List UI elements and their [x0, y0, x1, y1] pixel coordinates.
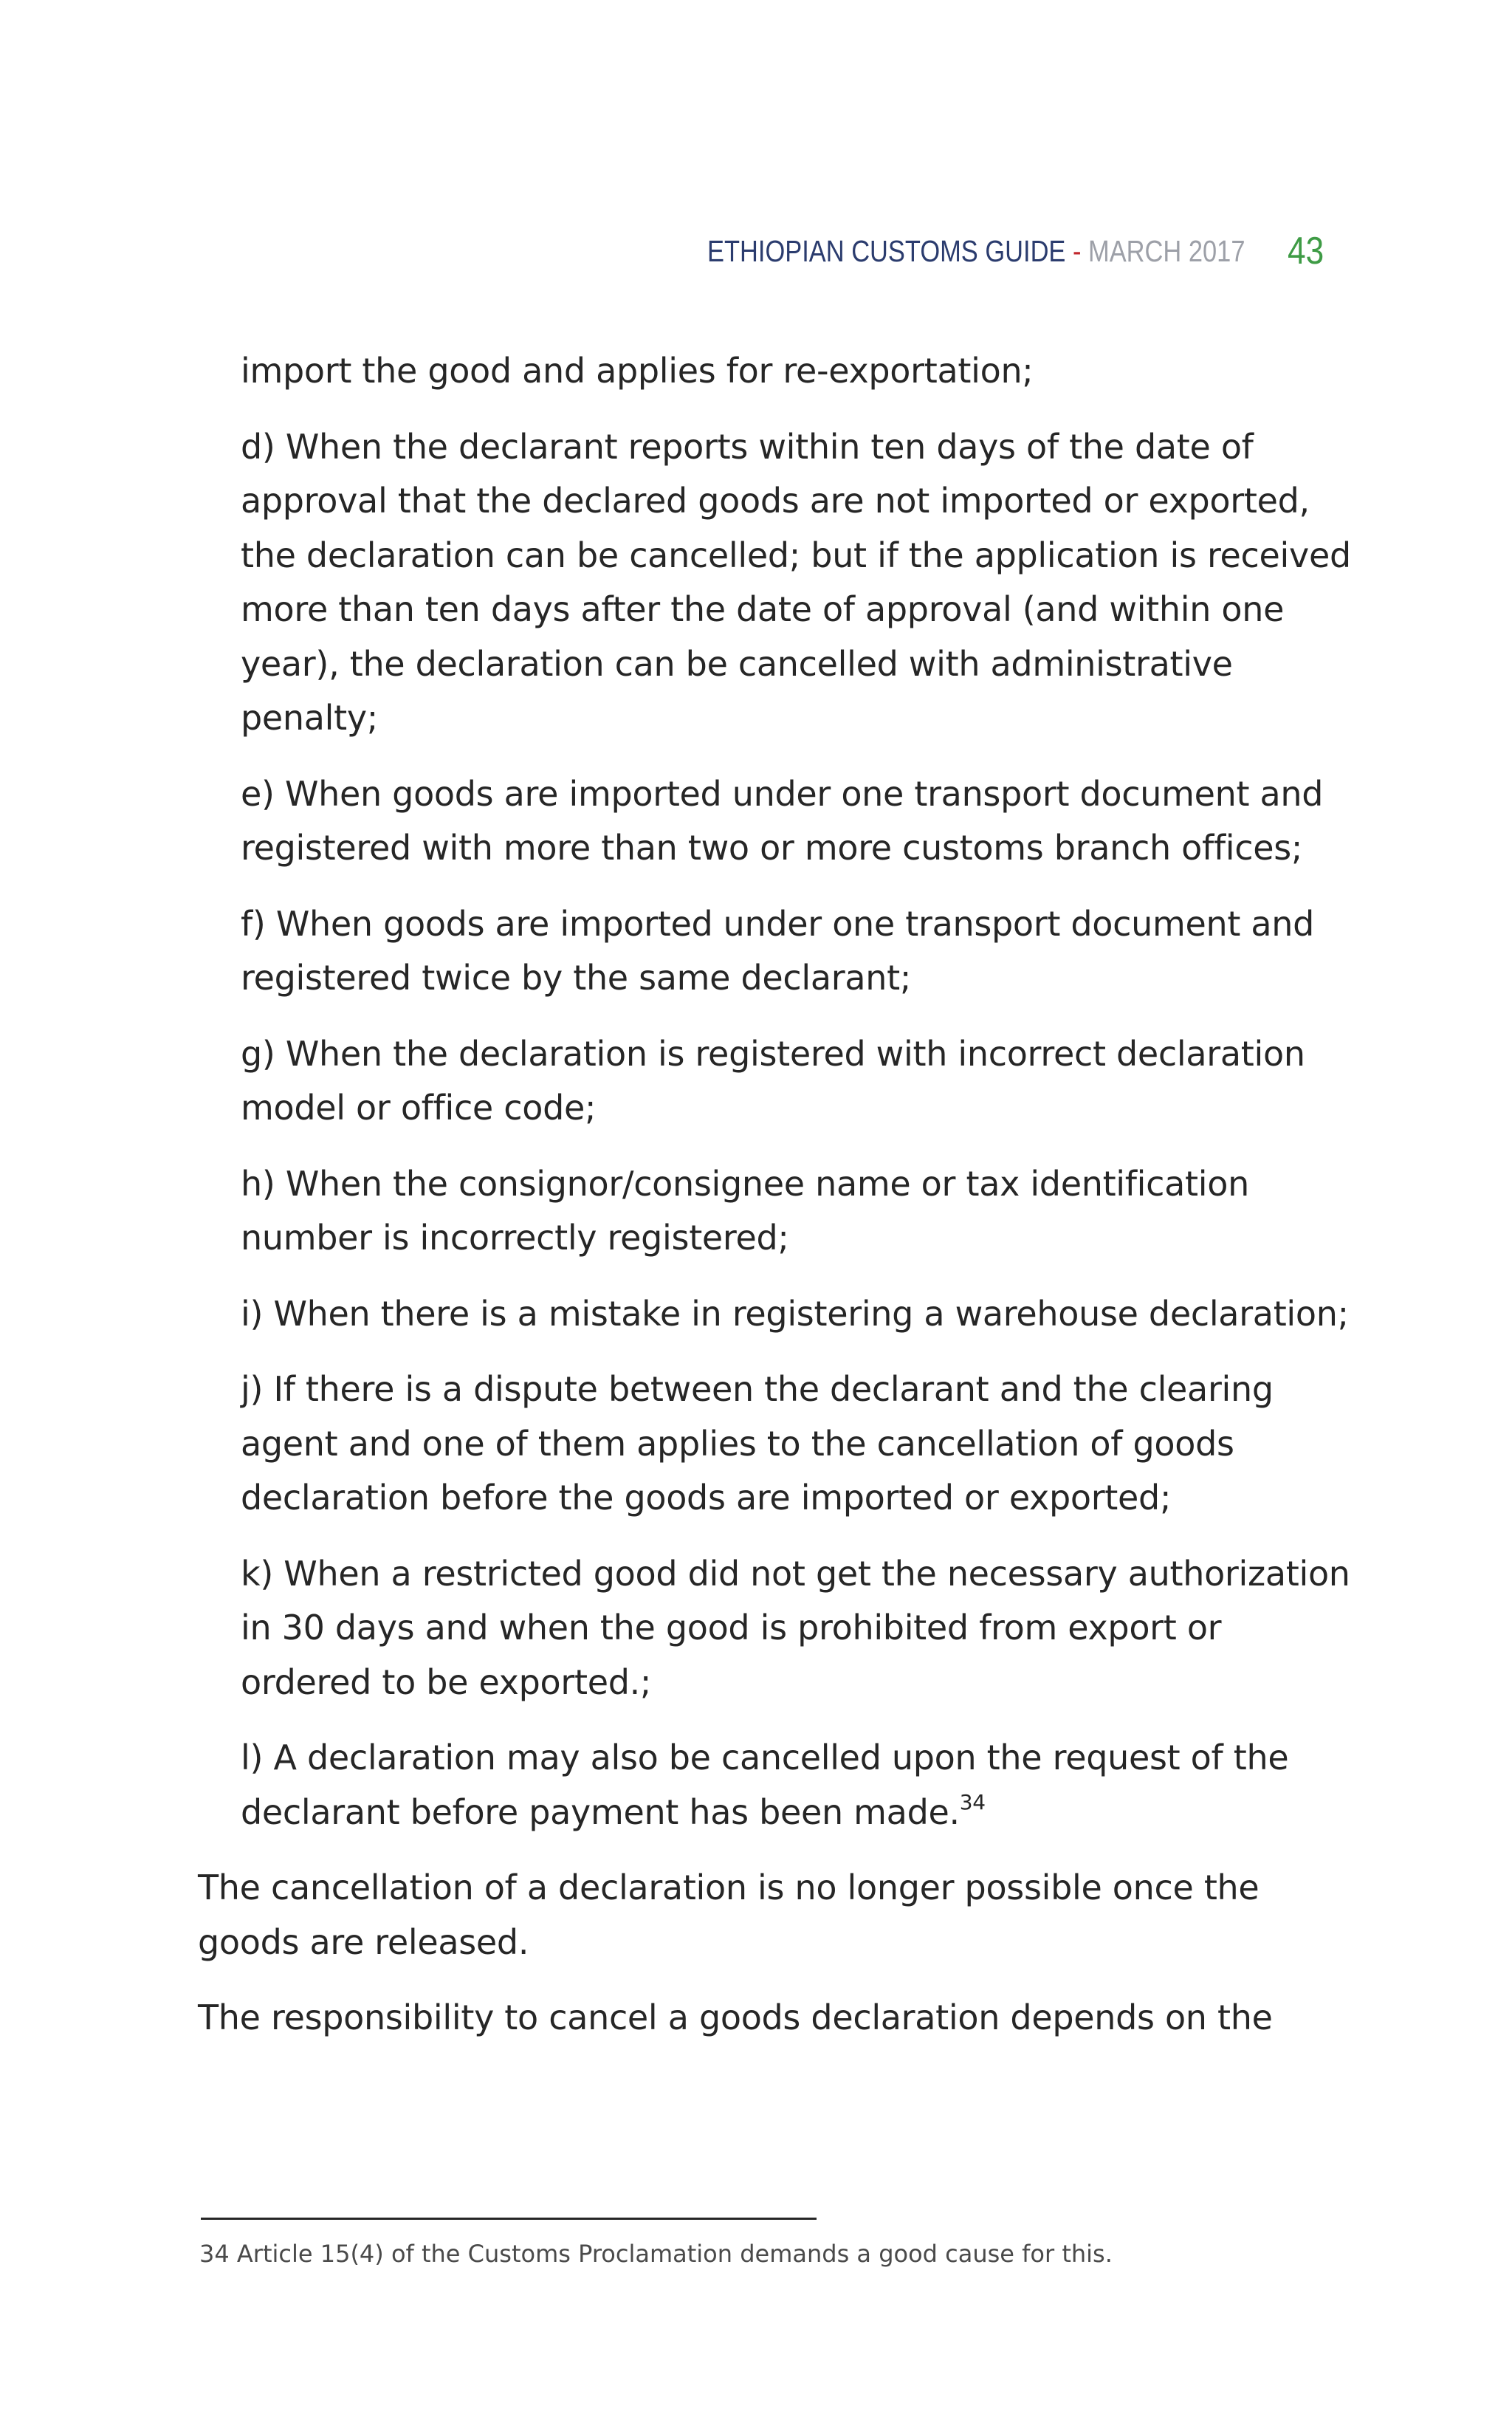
body-text: [0, 344, 1512, 2067]
publication-date: MARCH 2017: [1088, 233, 1245, 268]
paragraph: [0, 1991, 1335, 2046]
paragraph: [0, 1861, 1335, 1969]
text-line: [241, 1786, 1333, 1840]
text-line: model or office code;: [241, 1088, 597, 1128]
list-item: [0, 344, 1333, 399]
text-line: k) When a restricted good did not get the necessary authorization: [241, 1553, 1350, 1594]
list-item: [0, 1287, 1349, 1342]
text-line: goods are released.: [198, 1921, 529, 1962]
list-item: [0, 1547, 1350, 1710]
list-item: [0, 897, 1333, 1006]
publication-title: ETHIOPIAN CUSTOMS GUIDE: [707, 233, 1066, 268]
list-item: [0, 420, 1351, 746]
text-line: g) When the declaration is registered with incorrect declaration: [241, 1033, 1305, 1074]
text-line: The responsibility to cancel a goods declaration depends on the: [198, 1998, 1273, 2037]
header-separator: -: [1065, 233, 1089, 268]
text-line: more than ten days after the date of approval (and within one: [241, 589, 1285, 629]
text-line: in 30 days and when the good is prohibited from export or: [241, 1608, 1222, 1647]
footnote: 34 Article 15(4) of the Customs Proclamation demands a good cause for this.: [199, 2240, 1113, 2268]
list-item: [0, 767, 1333, 876]
list-item: [0, 1731, 1333, 1839]
text-line: h) When the consignor/consignee name or tax identification: [241, 1163, 1249, 1204]
text-line: declaration before the goods are imported or exported;: [241, 1478, 1172, 1518]
text-line: agent and one of them applies to the cancellation of goods: [241, 1423, 1234, 1464]
text-line: number is incorrectly registered;: [241, 1218, 789, 1258]
text-line: f) When goods are imported under one transport document and: [241, 903, 1315, 944]
text-line-content: declarant before payment has been made.: [241, 1791, 960, 1832]
text-line: approval that the declared goods are not imported or exported,: [241, 481, 1310, 521]
text-line: d) When the declarant reports within ten days of the date of: [241, 426, 1254, 467]
text-line: import the good and applies for re-exportation;: [241, 351, 1034, 391]
text-line: l) A declaration may also be cancelled upon the request of the: [241, 1738, 1289, 1777]
list-item: [0, 1027, 1333, 1136]
list-item: [0, 1157, 1333, 1266]
text-line: e) When goods are imported under one transport document and: [241, 773, 1324, 814]
text-line: The cancellation of a declaration is no longer possible once the: [198, 1868, 1260, 1907]
list-item: [0, 1362, 1333, 1526]
footnote-reference[interactable]: 34: [959, 1789, 986, 1814]
header-title: [707, 234, 1245, 269]
text-line: penalty;: [241, 698, 378, 738]
running-header: [707, 222, 1347, 281]
page-number: 43: [1288, 230, 1324, 272]
text-line: the declaration can be cancelled; but if the application is received: [241, 535, 1351, 575]
footnote-divider: [201, 2218, 817, 2220]
text-line: registered twice by the same declarant;: [241, 958, 912, 998]
text-line: ordered to be exported.;: [241, 1662, 652, 1702]
text-line: j) If there is a dispute between the declarant and the clearing: [241, 1369, 1274, 1409]
text-line: registered with more than two or more customs branch offices;: [241, 828, 1303, 868]
text-line: year), the declaration can be cancelled with administrative: [241, 643, 1233, 684]
text-line: i) When there is a mistake in registering a warehouse declaration;: [241, 1293, 1349, 1334]
